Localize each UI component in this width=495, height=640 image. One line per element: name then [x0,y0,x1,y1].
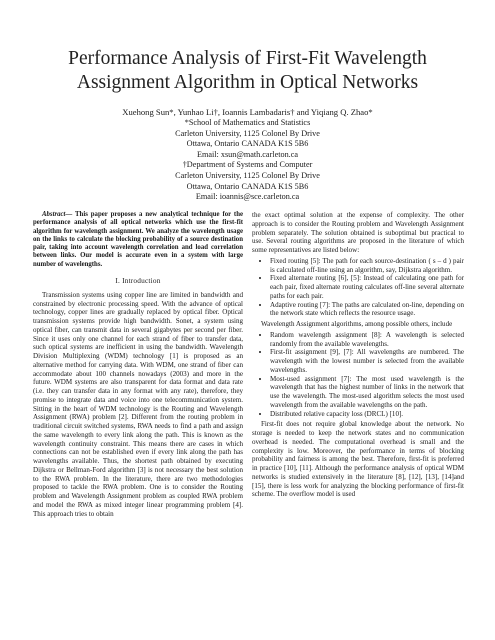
abstract [33,211,243,269]
wavelength-assignment-list [252,331,464,419]
first-fit-paragraph: First-fit does not require global knowledge about the network. No storage is needed to keep the network states and no communication overhead is needed. The computational overhead is small and the complexity is low. Moreover, the performance in terms of blocking probability and fairness is among the best. Therefore, first-fit is preferred in practice [10], [11]. Although the performance analysis of optical WDM networks is studied extensively in the literature [8], [12], [13], [14]and [15], there is less work for analyzing the blocking performance of first-fit scheme. The overflow model is used [252,420,464,499]
wavelength-assignment-intro: Wavelength Assignment algorithms, among possible others, include [261,320,453,328]
right-column [252,211,464,499]
author-names: Xuehong Sun*, Yunhao Li†, Ioannis Lambadaris† and Yiqiang Q. Zhao* [122,107,373,117]
list-item: • Most-used assignment [7]: The most used wavelength is the wavelength that has the highest number of links in the network that use the wavelength. The most-used algorithm selects the most used wavelength from the available wavelengths on the path. [270,375,464,410]
list-item: • Fixed alternate routing [6], [5]: Instead of calculating one path for each pair, fixed alternate routing calculates off-line several alternate paths for each pair. [270,274,464,300]
intro-paragraph: Transmission systems using copper line are limited in bandwidth and constrained by electronic processing speed. With the advance of optical technology, copper lines are gradually replaced by optical fiber. Optical transmission systems provide high bandwidth. Sonet, a system using optical fiber, can transmit data in several gigabytes per second per fiber. Since it uses only one channel for each strand of fiber to transfer data, such optical systems are inefficient in using the bandwidth. Wavelength Division Multiplexing (WDM) technology [1] is proposed as an alternative method for carrying data. With WDM, one strand of fiber can accommodate about 100 channels nowadays (2003) and more in the future. WDM systems are also transparent for data format and data rate (i.e. they can transfer data in any format with any rate), therefore, they promise to integrate data and voice into one telecommunication system. Sitting in the heart of WDM technology is the Routing and Wavelength Assignment (RWA) problem [2]. Different from the routing problem in traditional circuit switched systems, RWA needs to find a path and assign the same wavelength to every link along the path. This is known as the wavelength continuity constraint. This means there are cases in which connections can not be established even if every link along the path has wavelengths available. Thus, the shortest path obtained by executing Dijkstra or Bellman-Ford algorithm [3] is not necessary the best solution to the RWA problem. In the literature, there are two methodologies proposed to tackle the RWA problem. One is to consider the Routing problem and Wavelength Assignment problem as coupled RWA problem and model the RWA as mixed integer linear programming problem [4]. This approach tries to obtain [33,290,243,518]
affiliation-2-line: †Department of Systems and Computer [182,160,313,170]
intro-paragraph-continued: the exact optimal solution at the expense of complexity. The other approach is to consider the Routing problem and Wavelength Assignment problem separately. The solution obtained is suboptimal but practical to use. Several routing algorithms are proposed in the literature of which some representatives are listed below: [252,211,464,254]
routing-list [252,257,464,318]
affiliation-1-line: Ottawa, Ontario CANADA K1S 5B6 [186,139,309,149]
affiliation-1-email: Email: xsun@math.carleton.ca [197,149,298,159]
section-heading: I. Introduction [115,276,161,286]
list-item: • Fixed routing [5]: The path for each source-destination ( s – d ) pair is calculated off-line using an algorithm, say, Dijkstra algorithm. [270,257,464,275]
affiliation-2-email: Email: ioannis@sce.carleton.ca [195,192,300,202]
author-block [40,107,455,203]
affiliation-2-line: Ottawa, Ontario CANADA K1S 5B6 [186,181,309,191]
list-item: • Adaptive routing [7]: The paths are calculated on-line, depending on the network state which reflects the resource usage. [270,301,464,319]
affiliation-1-line: *School of Mathematics and Statistics [184,118,311,128]
list-item: • First-fit assignment [9], [7]: All wavelengths are numbered. The wavelength with the lowest number is selected from the available wavelengths. [270,348,464,374]
list-item: • Random wavelength assignment [8]: A wavelength is selected randomly from the available wavelengths. [270,331,464,349]
paper-title [30,47,465,95]
abstract-text: — This paper proposes a new analytical technique for the performance analysis of all optical networks which use the first-fit algorithm for wavelength assignment. We analyze the wavelength usage on the links to calculate the blocking probability of a source destination pair, taking into account wavelength correlation and load correlation between links. Our model is accurate even in a system with large number of wavelengths. [33,211,243,268]
affiliation-2-line: Carleton University, 1125 Colonel By Drive [175,171,320,181]
abstract-lead: Abstract [42,211,66,218]
affiliation-1-line: Carleton University, 1125 Colonel By Drive [175,128,320,138]
list-item: • Distributed relative capacity loss (DRCL) [10]. [270,410,464,419]
title-line-1: Performance Analysis of First-Fit Wavelength [68,48,427,69]
left-column [33,211,243,518]
title-line-2: Assignment Algorithm in Optical Networks [76,72,419,93]
